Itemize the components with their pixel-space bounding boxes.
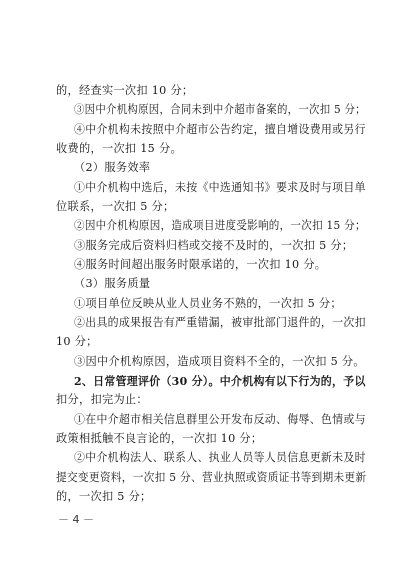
text-line: ②中介机构法人、联系人、执业人员等人员信息更新未及时: [74, 451, 366, 465]
text-line: 收费的，一次扣 15 分。: [56, 142, 182, 155]
text-line: 的，一次扣 5 分；: [56, 490, 152, 503]
text-line: ②因中介机构原因，造成项目进度受影响的，一次扣 15 分；: [74, 219, 366, 233]
text-line: ②出具的成果报告有严重错漏，被审批部门退件的，一次扣: [74, 316, 366, 329]
text-line: ④服务时间超出服务时限承诺的，一次扣 10 分。: [74, 258, 327, 271]
text-line: ①项目单位反映从业人员业务不熟的，一次扣 5 分；: [74, 296, 342, 310]
text-line: ③服务完成后资料归档或交接不及时的，一次扣 5 分；: [74, 238, 354, 252]
section-heading: （2）服务效率: [74, 161, 151, 175]
section-heading: 2、日常管理评价（30 分）。中介机构有以下行为的，予以: [74, 374, 366, 388]
text-line: ④中介机构未按照中介超市公告约定，擅自增设费用或另行: [74, 122, 366, 136]
text-line: 提交变更资料，一次扣 5 分、营业执照或资质证书等到期未更新: [56, 470, 367, 484]
text-line: 扣分，扣完为止：: [56, 393, 148, 407]
text-line: 的，经查实一次扣 10 分；: [56, 84, 194, 97]
text-line: ③因中介机构原因，造成项目资料不全的，一次扣 5 分。: [74, 354, 365, 368]
section-heading: （3）服务质量: [74, 277, 151, 291]
text-line: 位联系，一次扣 5 分；: [56, 200, 175, 213]
text-line: ①中介机构中选后，未按《中选通知书》要求及时与项目单: [74, 180, 366, 194]
text-line: ①在中介超市相关信息群里公开发布反动、侮辱、色情或与: [74, 412, 366, 426]
text-line: 政策相抵触不良言论的，一次扣 10 分；: [56, 432, 263, 445]
text-line: 10 分；: [56, 335, 98, 349]
text-line: ③因中介机构原因，合同未到中介超市备案的，一次扣 5 分；: [74, 103, 366, 117]
page-number: － 4 －: [58, 513, 94, 526]
